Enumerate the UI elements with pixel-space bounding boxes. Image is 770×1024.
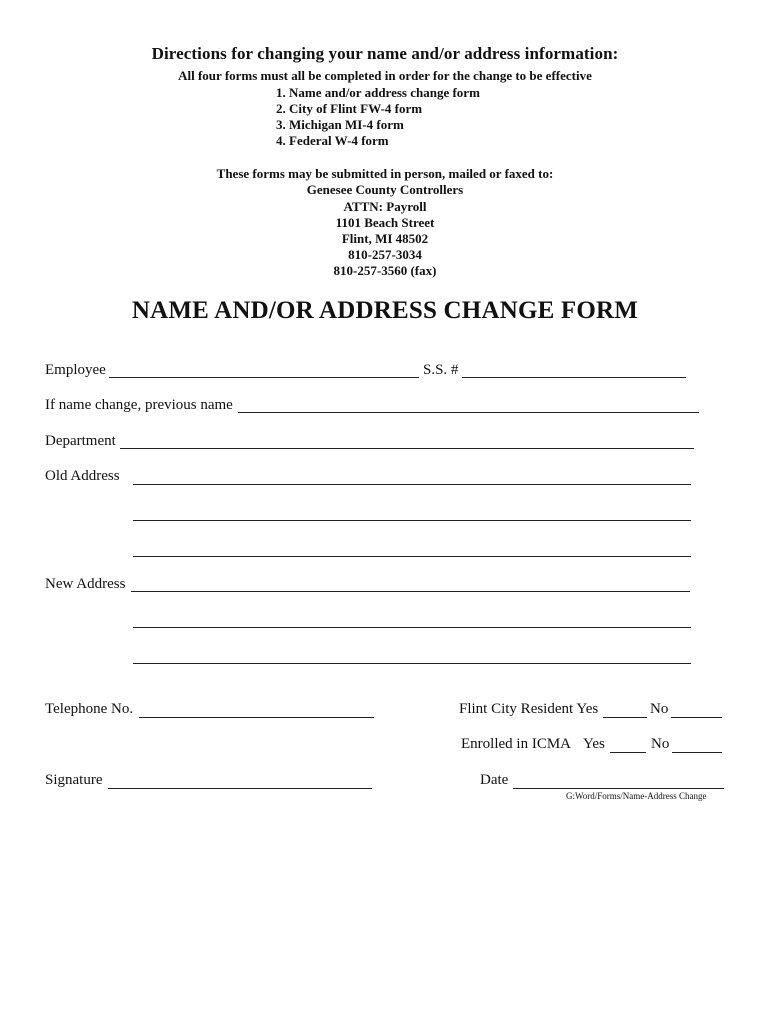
employee-label: Employee <box>45 362 106 378</box>
form-list-item: 1. Name and/or address change form <box>276 85 480 100</box>
employee-field[interactable] <box>109 377 419 378</box>
address-line: 810-257-3560 (fax) <box>333 263 437 278</box>
resident-yes-field[interactable] <box>603 717 647 718</box>
date-label: Date <box>480 772 509 788</box>
old-address-line-1[interactable] <box>133 484 691 485</box>
signature-label: Signature <box>45 772 103 788</box>
icma-label: Enrolled in ICMA <box>461 736 571 752</box>
directions-title: Directions for changing your name and/or address information: <box>151 44 619 63</box>
new-address-line-3[interactable] <box>133 663 691 664</box>
address-line: Flint, MI 48502 <box>341 231 429 246</box>
file-path: G:Word/Forms/Name-Address Change <box>566 791 707 801</box>
new-address-line-1[interactable] <box>131 591 690 592</box>
directions-subtitle: All four forms must all be completed in order for the change to be effective <box>178 68 592 83</box>
address-line: 810-257-3034 <box>348 247 422 262</box>
department-label: Department <box>45 433 116 449</box>
signature-field[interactable] <box>108 788 372 789</box>
ss-field[interactable] <box>462 377 686 378</box>
previous-name-field[interactable] <box>238 412 699 413</box>
new-address-label: New Address <box>45 576 126 592</box>
telephone-label: Telephone No. <box>45 701 134 717</box>
form-list-item: 3. Michigan MI-4 form <box>276 117 404 132</box>
submission-intro: These forms may be submitted in person, mailed or faxed to: <box>216 166 554 181</box>
resident-no-field[interactable] <box>671 717 722 718</box>
old-address-line-2[interactable] <box>133 520 691 521</box>
form-title: NAME AND/OR ADDRESS CHANGE FORM <box>131 297 639 324</box>
resident-label: Flint City Resident Yes <box>459 701 599 717</box>
form-list-item: 4. Federal W-4 form <box>276 133 389 148</box>
old-address-label: Old Address <box>45 468 120 484</box>
department-field[interactable] <box>120 448 694 449</box>
icma-no-label: No <box>651 736 670 752</box>
ss-label: S.S. # <box>423 362 459 378</box>
icma-no-field[interactable] <box>672 752 722 753</box>
icma-yes-label: Yes <box>583 736 605 752</box>
form-list-item: 2. City of Flint FW-4 form <box>276 101 423 116</box>
address-line: 1101 Beach Street <box>335 215 435 230</box>
previous-name-label: If name change, previous name <box>45 397 233 413</box>
date-field[interactable] <box>513 788 724 789</box>
new-address-line-2[interactable] <box>133 627 691 628</box>
icma-yes-field[interactable] <box>610 752 646 753</box>
telephone-field[interactable] <box>139 717 374 718</box>
old-address-line-3[interactable] <box>133 556 691 557</box>
address-line: ATTN: Payroll <box>343 199 427 214</box>
resident-no-label: No <box>650 701 669 717</box>
address-line: Genesee County Controllers <box>306 182 464 197</box>
